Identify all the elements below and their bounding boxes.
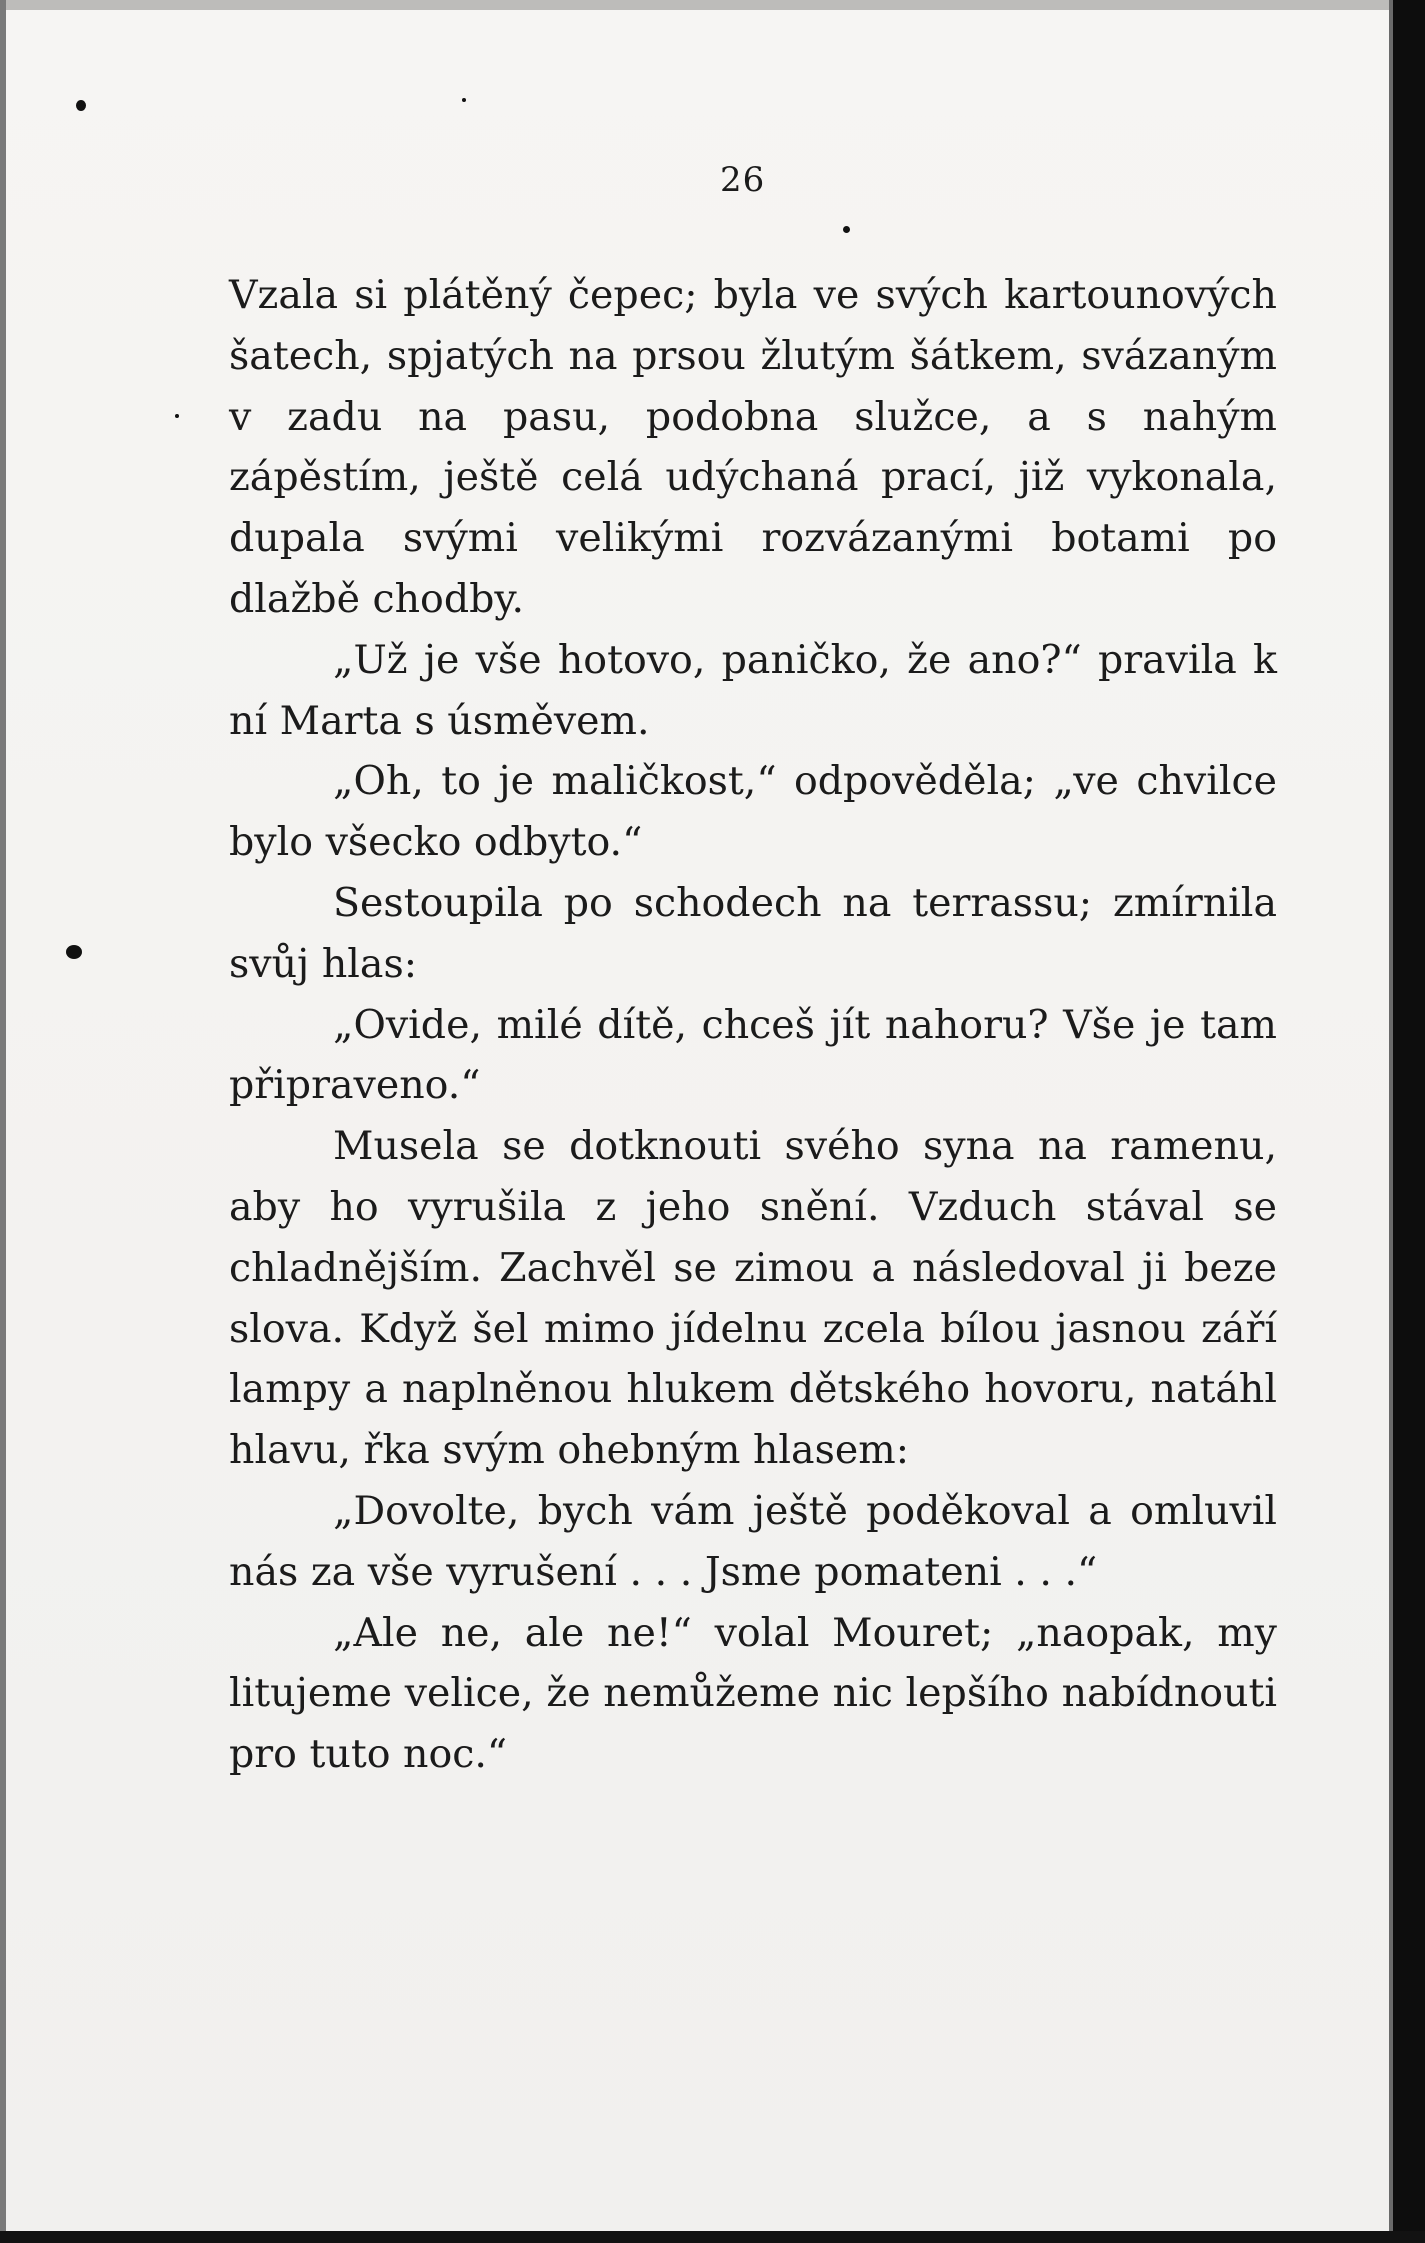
scan-edge-right <box>1393 0 1425 2243</box>
paragraph: „Ale ne, ale ne!“ volal Mouret; „naopak, my litujeme velice, že nemůžeme nic lepšího nabídnouti pro tuto noc.“ <box>229 1609 1277 1778</box>
paragraph: Musela se dotknouti svého syna na ramenu, aby ho vyrušila z jeho snění. Vzduch stával se chladnějším. Zachvěl se zimou a následoval ji beze slova. Když šel mimo jídelnu zcela bílou jasnou září lampy a naplněnou hlukem dětského hovoru, natáhl hlavu, řka svým ohebným hlasem: <box>229 1123 1277 1474</box>
ink-speck <box>76 100 86 111</box>
ink-speck <box>462 98 466 102</box>
paragraph: „Oh, to je maličkost,“ odpověděla; „ve chvilce bylo všecko odbyto.“ <box>229 758 1277 866</box>
ink-speck <box>66 945 82 959</box>
body-text <box>229 265 1277 1785</box>
page-number: 26 <box>720 160 766 200</box>
scan-edge-bottom <box>0 2231 1425 2243</box>
paragraph: „Už je vše hotovo, paničko, že ano?“ pravila k ní Marta s úsměvem. <box>229 636 1277 744</box>
paragraph: Sestoupila po schodech na terrassu; zmírnila svůj hlas: <box>229 879 1277 987</box>
ink-speck <box>175 414 179 418</box>
scan-edge-left <box>0 0 6 2243</box>
scan-edge-top <box>0 0 1425 10</box>
ink-speck <box>843 226 850 233</box>
paragraph: Vzala si plátěný čepec; byla ve svých kartounových šatech, spjatých na prsou žlutým šátkem, svázaným v zadu na pasu, podobna služce, a s nahým zápěstím, ještě celá udýchaná prací, již vykonala, dupala svými velikými rozvázanými botami po dlažbě chodby. <box>229 272 1277 622</box>
paragraph: „Dovolte, bych vám ještě poděkoval a omluvil nás za vše vyrušení . . . Jsme pomateni . . .“ <box>229 1487 1277 1595</box>
paragraph: „Ovide, milé dítě, chceš jít nahoru? Vše je tam připraveno.“ <box>229 1001 1277 1109</box>
